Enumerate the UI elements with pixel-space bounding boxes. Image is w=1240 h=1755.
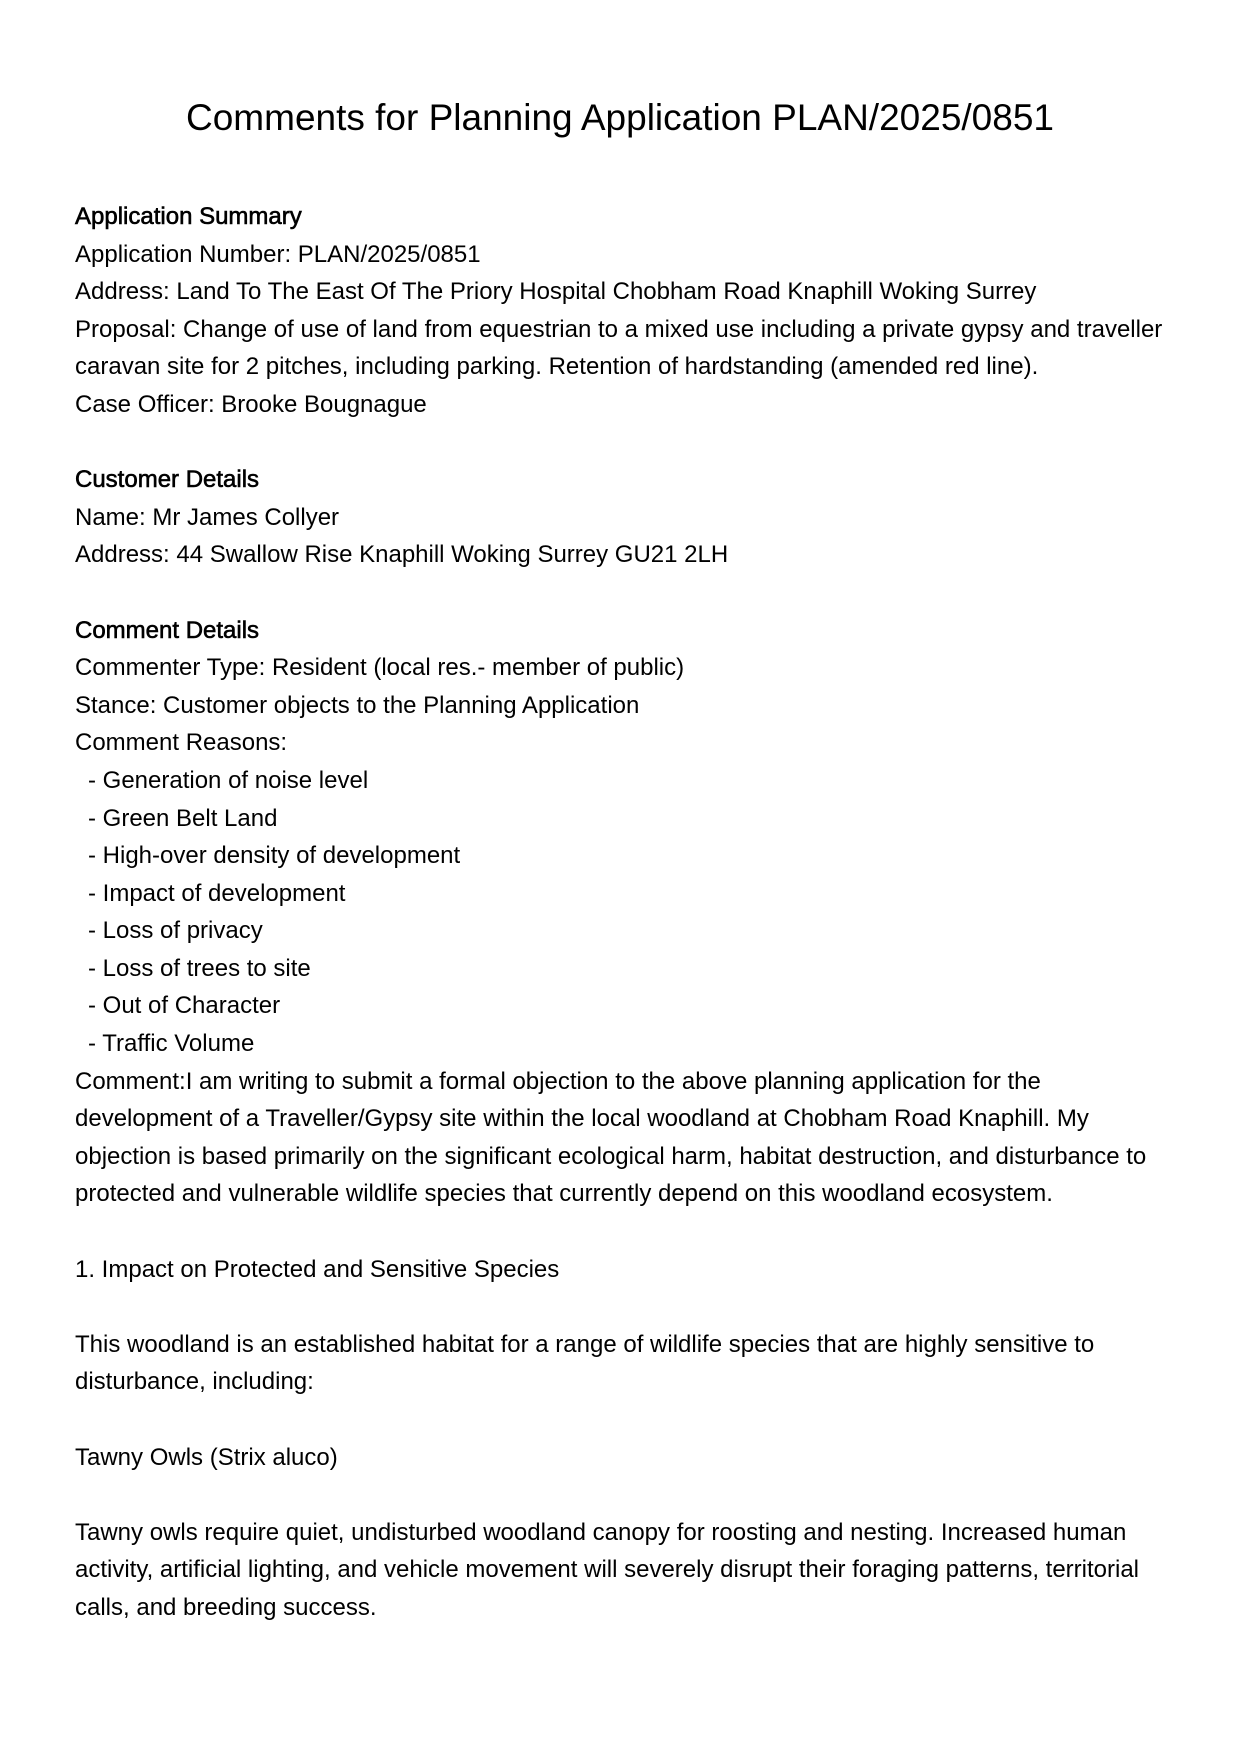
spacer	[75, 1213, 1175, 1251]
list-item: - High-over density of development	[88, 842, 461, 870]
case-officer: Case Officer: Brooke Bougnague	[75, 390, 427, 418]
comment-reasons-list	[75, 762, 1175, 1063]
customer-details-heading: Customer Details	[75, 466, 260, 494]
spacer	[75, 1288, 1175, 1326]
species-heading: Tawny Owls (Strix aluco)	[75, 1443, 338, 1471]
application-number: Application Number: PLAN/2025/0851	[75, 240, 481, 268]
list-item: - Loss of trees to site	[88, 954, 311, 982]
list-item: - Loss of privacy	[88, 917, 263, 945]
list-item: - Impact of development	[88, 879, 346, 907]
list-item: - Traffic Volume	[88, 1030, 255, 1058]
comment-reasons-label: Comment Reasons:	[75, 729, 288, 757]
list-item: - Generation of noise level	[88, 766, 369, 794]
stance: Stance: Customer objects to the Planning Application	[75, 691, 640, 719]
customer-details-section	[75, 461, 1175, 574]
spacer	[75, 424, 1175, 462]
page-title: Comments for Planning Application PLAN/2025/0851	[186, 97, 1054, 138]
application-summary-section	[75, 198, 1175, 424]
commenter-type: Commenter Type: Resident (local res.- member of public)	[75, 654, 685, 682]
list-item: - Out of Character	[88, 992, 281, 1020]
list-item: - Green Belt Land	[88, 804, 278, 832]
spacer	[75, 1401, 1175, 1439]
customer-name: Name: Mr James Collyer	[75, 503, 340, 531]
comment-text: Comment:I am writing to submit a formal objection to the above planning application for the development of a Traveller/Gypsy site within the local woodland at Chobham Road Knaphill. My objection is based primarily on the significant ecological harm, habitat destruction, and disturbance to protected and vulnerable wildlife species that currently depend on this woodland ecosystem.	[75, 1067, 1153, 1208]
species-text: Tawny owls require quiet, undisturbed woodland canopy for roosting and nesting. Increased human activity, artificial lighting, and vehicle movement will severely disrupt their foraging patterns, territorial calls, and breeding success.	[75, 1518, 1146, 1621]
spacer	[75, 1476, 1175, 1514]
application-summary-heading: Application Summary	[75, 203, 302, 230]
application-address: Address: Land To The East Of The Priory Hospital Chobham Road Knaphill Woking Surrey	[75, 278, 1037, 306]
document-body	[75, 198, 1175, 1627]
comment-details-section	[75, 612, 1175, 1627]
section-1-intro: This woodland is an established habitat for a range of wildlife species that are highly sensitive to disturbance, including:	[75, 1330, 1101, 1396]
spacer	[75, 574, 1175, 612]
section-1-heading: 1. Impact on Protected and Sensitive Species	[75, 1255, 560, 1283]
application-proposal: Proposal: Change of use of land from equestrian to a mixed use including a private gypsy and traveller caravan site for 2 pitches, including parking. Retention of hardstanding (amended red line).	[75, 315, 1169, 381]
customer-address: Address: 44 Swallow Rise Knaphill Woking Surrey GU21 2LH	[75, 541, 729, 569]
comment-details-heading: Comment Details	[75, 616, 260, 644]
